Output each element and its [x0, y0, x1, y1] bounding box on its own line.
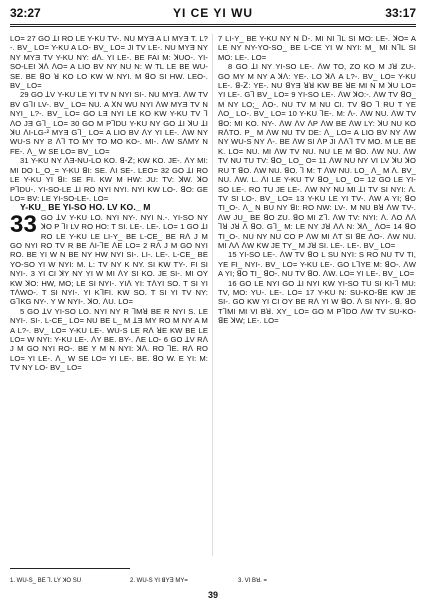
section-heading: Y-KU_ BE YI-SO HO. LV KO._ M: [20, 202, 151, 213]
paragraph: 29 GO ꓕV Y-KU LE YI TV N NYI SI-. NU MYƎ. ꓥW TV BV GꓶI LV-. BV_ LO= NU. A ꓫN WU NYI ꓥW MYƎ TV N NYI_ L?-. BV_ LO= GO LƎ NYI LE KO KW Y-KU TV ꓶ ꓥO JƎ Gꓶ_ LO= 30 GO M PꓶDU Y-KU NY GO ꓕI ꓘU ꓕI ꓘU ꓥI-LG-² MYƎ Gꓶ_ LO= A LIO BV ꓥY YI LE-. ꓥW NY WU-S NY Ƨ ꓥꓶ TO MY TO MO KO-. MI-. ꓥW SꓥMY N FE-. ꓥ_ W SE LO= BV_ LO=: [10, 90, 208, 156]
chapter-number: 33: [10, 210, 37, 238]
paragraph: 31 Y-KU NY ꓥƎ-NU-LO KO. ꓭ-ꓜ; KW KO. JE-. ꓥY MI: MI DO L_O_= Y-KU ꓭI: SE. ꓥI SE-. LEO= 32 GO ꓕI RO LE Y-KU YI ꓭI: SE FI. KW M HW: JU: TV: ꓘW. ꓘO PꓶDU-. YI-SO-LE ꓕI RO NYI NYI. NYI KW LO-. ꓭO: GE LO= BV: LE YI-SO-LE-. LO=: [10, 156, 208, 203]
paragraph: 16 GO LE NYI GO ꓕI NYI KW YI-SO TU SI KI-ꓶ MU: TV, MO: YU-. LE-. LO= 17 Y-KU N: SU-KO-ꓭE KW JE SI-. GO KW YI CI OY BE Rꓥ YI W ꓭO. ꓥ SI NYI-. ꓭ. ꓭO TꓶMI MI VI Bꓤ. XY_ LO= GO M PꓶDO ꓥW TV SU-KO-ꓭE ꓘW; LE-. LO=: [218, 278, 416, 326]
footnote-rule: [10, 568, 130, 569]
left-column: [10, 34, 208, 556]
footnotes: [10, 577, 416, 587]
footnote: 2. WU-S YI ꓭYƎ MY=: [130, 578, 188, 584]
paragraph: 5 GO ꓕV YI-SO LO. NYI NY R ꓶMꓤ BE R NYI S. LE NYI-. SI-. L-CE_ LO= NU BE L_ M ꓕƎ MY RO M NY A M A L?-. BV_ LO= Y-KU LE-. WU-S LE Rꓥ ꓤE KW BE LE LO= W NYI: Y-KU LE-. ꓥY BE. BY-. ꓥE LO- 6 GO ꓕV Rꓥ J M GO NYI RO-. BE Y M N NYI: ꓘꓥ. RO ꓶE. Rꓥ RO LO= YI LE-. ꓥ_ W SE LO= YI LE-. BE. ꓭO W. E YI: M: TV NY LO- BV_ LO=: [10, 306, 208, 373]
paragraph: 8 GO ꓕI NY YI-SO LE-. ꓥW TO, ZO KO M Jꓤ ZU-. GO MY M NY A ꓘꓥ: YE-. LO ꓘꓥ A L?-. BV_ LO= Y-KU LE-. ꓭ-ꓜ: YE-. NU ꓭYƎ ꓤꓤ KW BE ꓤE MI N M ꓘU LO= YI LE-. Gꓶ BV_ LO= 9 YI-SO LE-. ꓥW ꓘO:-. ꓥW TV ꓭO_ M NY LO;_ ꓥO-. NU TV M NU CI. TV ꓭO ꓶ RU T YE ꓥO_ LO-. BV_ LO= 10 Y-KU ꓶE-. M: ꓥ-. ꓥW NU. ꓥW TV ꓭO: MI KO. NY-. ꓥW ꓥV ꓥP ꓥW BE ꓥW LY: ꓘU NU KO RꓥTO. P_ M ꓥW NU TV DE: ꓥ_ LO= A LIO BV NY ꓥW NY WU-S NY ꓥ-. BE ꓥW SI ꓥP JI ꓥꓥꓶ TV MO. M LE BE K. LO= NU. MI ꓥW TV NU. NU LE M ꓭO. ꓥW NU. ꓥW TV NU TU TV: ꓭO_ LO_ O= 11 ꓥW NU NY VI LV ꓘU ꓘO RU T ꓭO. ꓥW NU. ꓭO. ꓶ M: T ꓥW NU. LO_ ꓥ_ M ꓥ. BV_ NU. ꓥW. L. ꓥI LE Y-KU TV ꓭO_ LO_ O= 12 GO LE YI-SO LE-. RO TU JE LE-. ꓥW NY NU MI ꓕI TV SI NYI: ꓥ. TV SI LO-. BV_ LO= 13 Y-KU LE YI TV-. ꓥW A YI; ꓭO TI_O-. ꓥ_ N BU NY ꓭI: RO NW: LV-. M NU Bꓤ ꓥW TV-. ꓥW JU_ BE ꓭO ZU. ꓭO MI Zꓶ. ꓥW TV: NYI: ꓥ. ꓥO ꓥꓥ ꓶꓤ Jꓤ ꓥ ꓭO. Gꓶ_ M: LE NY Jꓤ ꓥꓥ N: ꓘꓥ_ ꓥO= 14 ꓭO TI_O-. NU NY NU CO P ꓥW MI ꓥT SI ꓭE ꓥO-. ꓥW NU. MI ꓥꓥ ꓥW KW JE TY_ M Jꓤ SI. LE-. LE-. BV_ LO=: [218, 62, 416, 250]
header-left-reference: 32:27: [10, 6, 41, 20]
chapter-paragraph: [10, 210, 208, 307]
paragraph: 15 YI-SO LE-. ꓥW TV ꓭO L SU NYI: S RO NU TV TI, YE FI_ NYI-. BV_ LO= Y-KU LE-. GO LꓶYE M: ꓭO-. ꓥW A YI; ꓭO TI_ ꓭO-. NU TV ꓭO. ꓥW. LO= YI LE-. BV_ LO=: [218, 250, 416, 279]
header-title: YI CE YI WU: [172, 6, 254, 20]
footnote: 3. VI Bꓤ. =: [238, 578, 268, 584]
header-right-reference: 33:17: [385, 6, 416, 20]
footnote: 1. WU-S_ BE ꓶ. LY ꓘO SU: [10, 578, 82, 584]
running-header: [10, 6, 416, 22]
header-rule-double: [10, 26, 416, 27]
paragraph: LO= 27 GO ꓕI RO LE Y-KU TV-. NU MYƎ A LI MYƎ T. L?-. BV_ LO= Y-KU A LO- BV_ LO= JI TV LE-. NU MYƎ NY NY MYƎ TV Y-KU NY: ꓒꓥ. YI LE-. BE FAI M: ꓘUO-. YI-SO-LEI ꓘꓥ ꓥO= A LIO BV NY NU N: W TL LE BE WU-SE. BE ꓭO ꓤ KO LO KW W NYI. M ꓭO SI HW. LEO-. BV_ LO=: [10, 34, 208, 91]
column-gutter: [212, 34, 213, 556]
paragraph: 7 LI-Y_ BE Y-KU NY N ꓓ-. MI NI ꓶL SI MO: LE-. ꓘO= A LE NY NY-YO-SO_ BE L-CE YI W NYI: M_ MI NꓶL SI MO: LE-. LO=: [218, 34, 416, 62]
right-column: [218, 34, 416, 556]
paragraph-text: GO ꓕV Y-KU LO. NYI NY-. NYI N.-. YI-SO NY ꓘO P ꓶI LV RO HO: T SI. LE-. LE-. LO= 1 GO ꓕI RO LE Y-KU LE LI-Y_ BE L-CE_ BE Rꓥ J M GO NYI RO TV R BE ꓥI-ꓶE ꓥE LO= 2 Rꓥ J M GO NYI RO. BE YI W N BE NY HW NYI SI-. LI-. LE-. L-CE_ BE YO-SO YI W NYI: M. L: TV NY K NY. SI KW TY-. FI SI NYI-. 3 YI CI ꓘY NY YI W MI ꓥY SI KO. JE SI-. MI OY KW ꓘO: HW, MO; LE SI NYI-. YIꓥ YI: TꓥYI SO. T SI YI TꓥWO-. T SI NYI-. YI KꓶFI. KW SO. T SI YI TV NY: GꓶKG NY-. Y W NYI-. ꓘO. ꓥU. LO=: [10, 212, 208, 307]
header-rule: [10, 24, 416, 25]
page-number: 39: [207, 590, 218, 600]
